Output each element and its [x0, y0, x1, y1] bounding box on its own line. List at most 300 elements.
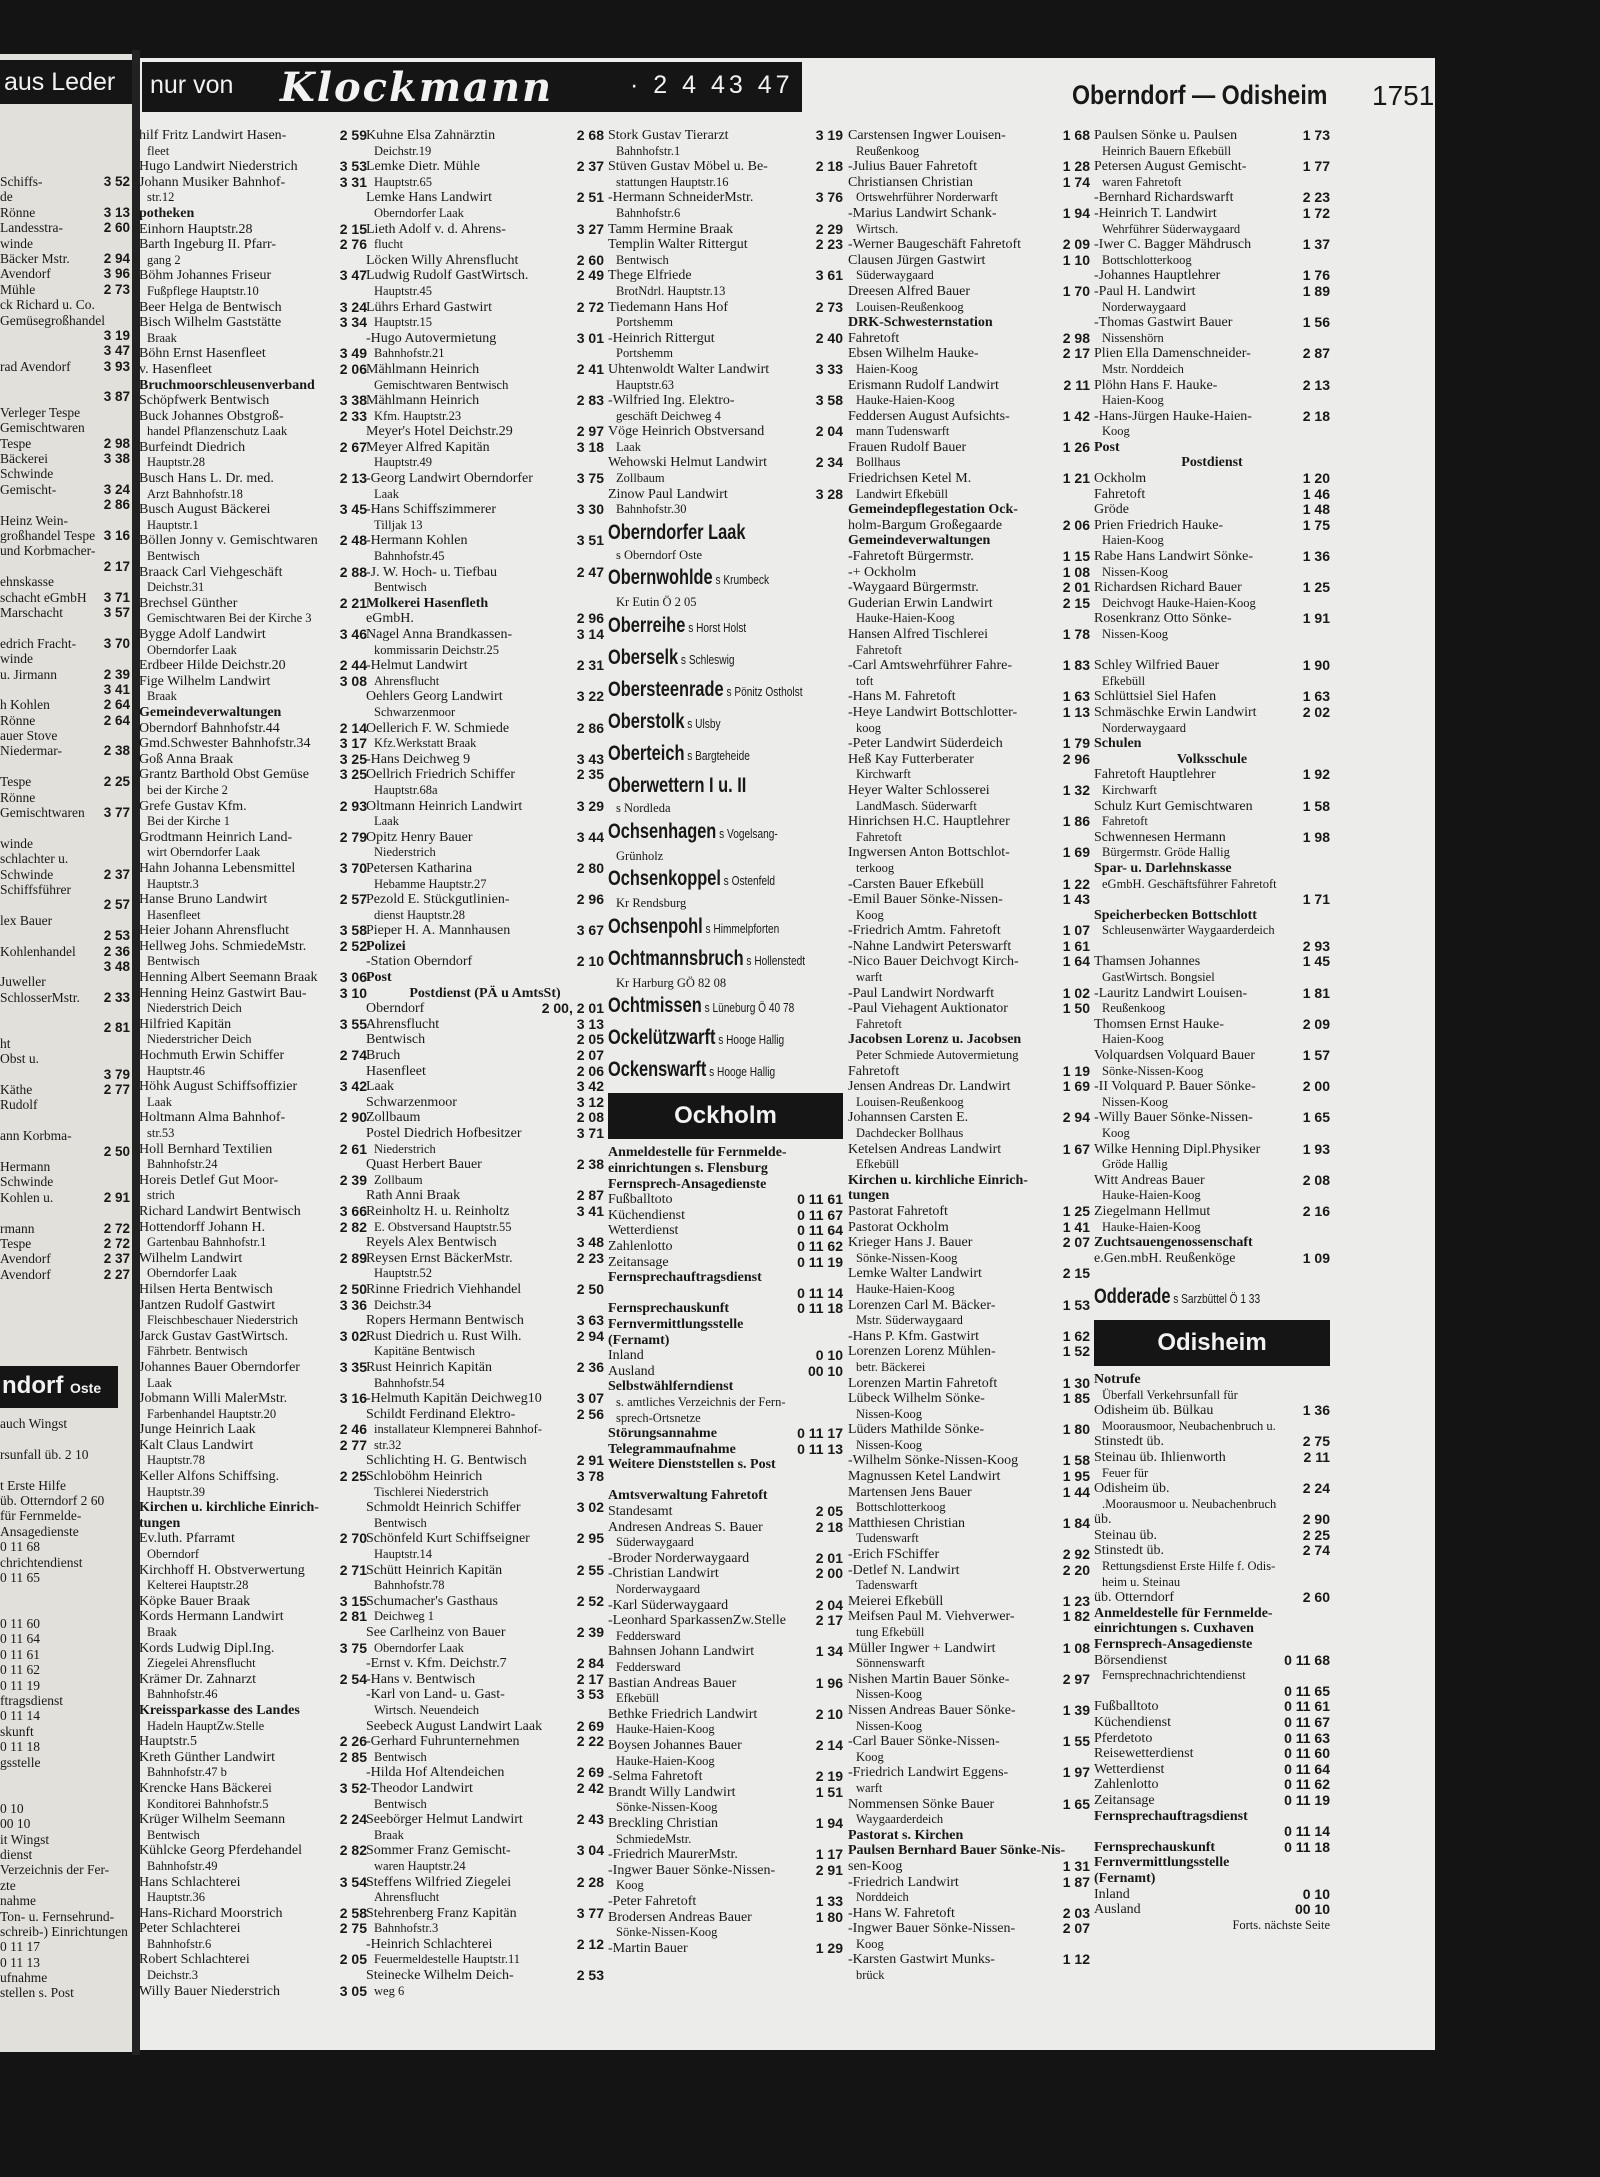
directory-entry [366, 861, 604, 877]
entry-text: Tilljak 13 [374, 517, 423, 532]
phone-number: 1 69 [1062, 1078, 1090, 1095]
entry-text: koog [856, 720, 881, 735]
entry-text: Bahnhofstr.54 [374, 1375, 445, 1390]
directory-entry [1094, 1466, 1330, 1482]
phone-number: 2 71 [339, 1561, 367, 1578]
entry-text: -Georg Landwirt Oberndorfer [366, 471, 533, 487]
directory-entry [366, 222, 604, 238]
directory-entry [848, 1407, 1090, 1423]
directory-entry [366, 1921, 604, 1937]
phone-number: 1 31 [1062, 1857, 1090, 1874]
directory-entry [139, 580, 367, 596]
entry-text: -Selma Fahretoft [608, 1769, 703, 1785]
phone-number: 2 60 [576, 251, 604, 268]
entry-text: Schildt Ferdinand Elektro- [366, 1406, 516, 1422]
directory-entry [1094, 1434, 1330, 1450]
directory-entry [366, 1235, 604, 1251]
entry-text: Krämer Dr. Zahnarzt [139, 1671, 256, 1687]
entry-text: -Friedrich Landwirt Eggens- [848, 1765, 1009, 1781]
entry-text: Hochmuth Erwin Schiffer [139, 1048, 285, 1064]
directory-entry [848, 830, 1090, 846]
directory-entry [1094, 1450, 1330, 1466]
phone-number: 1 91 [1302, 610, 1330, 627]
entry-text: sen-Koog [848, 1858, 903, 1874]
entry-text: Gemeindeverwaltungen [848, 533, 991, 549]
phone-number: 1 98 [1302, 828, 1330, 845]
place-name: Oberwettern I u. II [608, 774, 747, 798]
phone-number: 2 43 [576, 1811, 604, 1828]
entry-text: -Carl Bauer Sönke-Nissen- [848, 1734, 1000, 1750]
left-entry-lower: auch Wingst [0, 1416, 68, 1431]
left-entry-phone: 2 33 [103, 989, 130, 1005]
phone-number: 0 11 17 [797, 1425, 843, 1442]
entry-text: -+ Ockholm [848, 564, 917, 580]
phone-number: 2 34 [815, 454, 843, 471]
entry-text: Bahnhofstr.24 [147, 1157, 218, 1172]
entry-text: einrichtungen s. Cuxhaven [1094, 1621, 1254, 1637]
directory-entry [848, 1126, 1090, 1142]
left-entry-text: Niedermar- [0, 743, 62, 759]
entry-text: Louisen-Reußenkoog [856, 1094, 964, 1109]
left-entry-phone: 3 57 [103, 604, 130, 620]
left-entry-lower [0, 1585, 132, 1600]
left-entry [0, 559, 132, 574]
phone-number: 3 58 [815, 392, 843, 409]
entry-text: Tudenswarft [856, 1531, 919, 1546]
entry-text: Hellweg Johs. SchmiedeMstr. [139, 938, 307, 954]
directory-entry [139, 471, 367, 487]
left-entry-phone: 3 79 [103, 1066, 130, 1082]
directory-entry [139, 1578, 367, 1594]
directory-entry [366, 908, 604, 924]
entry-text: Kords Hermann Landwirt [139, 1609, 284, 1625]
directory-entry [1094, 502, 1330, 518]
left-entry [0, 990, 132, 1005]
left-entry [0, 1144, 132, 1159]
entry-text: Wirtsch. [856, 221, 899, 236]
left-entry [0, 1005, 132, 1020]
directory-entry [848, 705, 1090, 721]
directory-entry [366, 159, 604, 175]
left-entry-phone: 2 27 [103, 1266, 130, 1282]
directory-entry [608, 1707, 843, 1723]
left-entry-text: auer Stove [0, 728, 58, 744]
phone-number: 2 18 [815, 158, 843, 175]
entry-text: Fußpflege Hauptstr.10 [147, 283, 259, 298]
entry-text: LandMasch. Süderwarft [856, 798, 977, 813]
entry-text: E. Obstversand Hauptstr.55 [374, 1219, 512, 1234]
directory-entry [139, 1407, 367, 1423]
left-entry [0, 220, 132, 235]
entry-text: Tadenswarft [856, 1578, 918, 1593]
phone-number: 3 27 [576, 220, 604, 237]
directory-entry [366, 1828, 604, 1844]
phone-number: 3 04 [576, 1842, 604, 1859]
place-note: Grünholz [616, 848, 664, 863]
phone-number: 2 35 [576, 766, 604, 783]
entry-text: -Fahretoft Bürgermstr. [848, 549, 974, 565]
directory-entry [848, 1313, 1090, 1329]
directory-entry [1094, 1902, 1330, 1918]
directory-entry [608, 1270, 843, 1286]
entry-text: -Hans Schiffszimmerer [366, 502, 496, 518]
entry-text: Norderwaygaard [1102, 720, 1186, 735]
directory-entry [848, 658, 1090, 674]
directory-entry [139, 799, 367, 815]
phone-number: 3 19 [815, 127, 843, 143]
place-note: s Oberndorf Oste [616, 547, 703, 562]
entry-text: Quast Herbert Bauer [366, 1157, 482, 1173]
entry-text: Bethke Friedrich Landwirt [608, 1706, 758, 1722]
directory-entry [139, 1438, 367, 1454]
entry-text: Nissenshörn [1102, 330, 1164, 345]
directory-entry [139, 1220, 367, 1236]
entry-text: Thamsen Johannes [1094, 954, 1201, 970]
entry-text: installateur Klempnerei Bahnhof- [374, 1422, 542, 1437]
directory-entry [366, 1656, 604, 1672]
entry-text: Braak [374, 1827, 404, 1842]
directory-entry [366, 362, 604, 378]
phone-number: 1 70 [1062, 282, 1090, 299]
directory-entry [1094, 939, 1330, 955]
phone-number: 1 80 [1062, 1421, 1090, 1438]
directory-entry [1094, 549, 1330, 565]
directory-entry [1094, 378, 1330, 394]
entry-text: Pieper H. A. Mannhausen [366, 923, 511, 939]
entry-text: Portshemm [616, 346, 673, 361]
entry-text: Fernvermittlungsstelle [1094, 1855, 1230, 1871]
entry-text: Fährbetr. Bentwisch [147, 1344, 248, 1359]
entry-text: Bahnhofstr.46 [147, 1687, 218, 1702]
directory-entry [608, 284, 843, 300]
left-entry [0, 836, 132, 851]
entry-text: Bahnhofstr.6 [147, 1936, 212, 1951]
phone-number: 2 22 [576, 1733, 604, 1750]
directory-entry [848, 1531, 1090, 1547]
directory-entry [139, 1001, 367, 1017]
entry-text: -Detlef N. Landwirt [848, 1562, 960, 1578]
phone-number: 2 01 [1062, 579, 1090, 596]
directory-entry [608, 346, 843, 362]
entry-text: Fußballtoto [1094, 1699, 1159, 1715]
phone-number: 3 61 [815, 267, 843, 284]
directory-entry [848, 284, 1090, 300]
entry-text: Deichstr.19 [374, 143, 432, 158]
directory-entry [366, 175, 604, 191]
phone-number: 1 65 [1302, 1109, 1330, 1126]
phone-number: 0 11 19 [1284, 1791, 1330, 1808]
phone-number: 0 11 18 [1284, 1838, 1330, 1855]
left-entry [0, 1113, 132, 1128]
entry-text: Wirtsch. Neuendeich [374, 1702, 480, 1717]
directory-entry [366, 1220, 604, 1236]
entry-text: Bruchmoorschleusenverband [139, 377, 315, 393]
phone-number: 2 04 [815, 1596, 843, 1613]
phone-number: 1 51 [815, 1783, 843, 1800]
entry-text: Johannes Bauer Oberndorfer [139, 1359, 300, 1375]
directory-entry [139, 923, 367, 939]
phone-number: 2 88 [339, 563, 367, 580]
place-name-entry [608, 817, 791, 849]
phone-number: 1 77 [1302, 158, 1330, 175]
place-name: Ochsenkoppel [608, 867, 721, 891]
left-entry-phone: 2 91 [103, 1189, 130, 1205]
entry-text: üb. Otterndorf [1094, 1590, 1175, 1606]
phone-number: 2 05 [815, 1503, 843, 1520]
entry-text: Hasenfleet [147, 907, 201, 922]
directory-entry [848, 1142, 1090, 1158]
directory-entry [366, 1344, 604, 1360]
directory-entry [848, 861, 1090, 877]
directory-entry [1094, 1793, 1330, 1809]
directory-entry [366, 502, 604, 518]
left-entry-text: Bäckerei [0, 451, 48, 467]
entry-text: Hauptstr.49 [374, 455, 432, 470]
left-entry [0, 420, 132, 435]
phone-number: 2 00 [1302, 1078, 1330, 1095]
directory-entry [608, 1208, 843, 1224]
directory-entry [366, 1890, 604, 1906]
entry-text: Fernsprechauskunft [608, 1301, 730, 1317]
left-entry-text: Tespe [0, 774, 32, 790]
entry-text: Börsendienst [1094, 1652, 1168, 1668]
phone-number: 2 18 [1302, 407, 1330, 424]
directory-entry [1094, 1220, 1330, 1236]
left-entry [0, 1190, 132, 1205]
directory-entry [139, 1360, 367, 1376]
entry-text: Oberndorfer Laak [374, 205, 464, 220]
entry-text: -Bernhard Richardswarft [1094, 190, 1234, 206]
entry-text: Schlichting H. G. Bentwisch [366, 1453, 527, 1469]
phone-number: 2 29 [815, 220, 843, 237]
directory-entry [366, 1142, 604, 1158]
entry-text: -Heinrich T. Landwirt [1094, 205, 1217, 221]
entry-text: Seebörger Helmut Landwirt [366, 1812, 523, 1828]
entry-text: Nissen-Koog [856, 1406, 922, 1421]
directory-entry [139, 1422, 367, 1438]
place-reference: s Sarzbüttel Ö 1 33 [1170, 1290, 1261, 1306]
directory-entry [139, 1173, 367, 1189]
entry-text: Frauen Rudolf Bauer [848, 439, 967, 455]
phone-number: 2 09 [1062, 236, 1090, 253]
phone-number: 1 94 [815, 1814, 843, 1831]
entry-text: Ziegelei Ahrensflucht [147, 1656, 256, 1671]
directory-entry [366, 1812, 604, 1828]
directory-entry [1094, 1606, 1330, 1622]
phone-number: 2 18 [815, 1518, 843, 1535]
directory-entry [848, 1516, 1090, 1532]
directory-entry [139, 393, 367, 409]
directory-entry [366, 1079, 604, 1095]
entry-text: Reußenkoog [856, 143, 920, 158]
phone-number: 1 93 [1302, 1140, 1330, 1157]
directory-entry [608, 331, 843, 347]
entry-text: Schumacher's Gasthaus [366, 1593, 498, 1609]
phone-number: 3 02 [339, 1327, 367, 1344]
entry-text: Volksschule [1176, 751, 1248, 767]
directory-entry [1094, 1188, 1330, 1204]
phone-number: 2 25 [1302, 1526, 1330, 1543]
directory-entry [848, 424, 1090, 440]
left-entry [0, 1159, 132, 1174]
phone-number: 2 50 [576, 1280, 604, 1297]
entry-text: Steinau üb. Ihlienworth [1094, 1449, 1226, 1465]
entry-text: (Fernamt) [1094, 1870, 1156, 1886]
directory-entry [1094, 1110, 1330, 1126]
directory-entry [139, 1859, 367, 1875]
column-5 [1094, 128, 1330, 1933]
left-banner: aus Leder [0, 60, 132, 104]
directory-entry [366, 611, 604, 627]
phone-number: 1 30 [1062, 1374, 1090, 1391]
directory-entry [848, 1157, 1090, 1173]
directory-entry [1094, 814, 1330, 830]
directory-entry [366, 1485, 604, 1501]
left-entry [0, 790, 132, 805]
directory-entry [1094, 284, 1330, 300]
directory-entry [366, 409, 604, 425]
directory-entry [848, 1032, 1090, 1048]
left-entry-phone: 3 96 [103, 266, 130, 282]
entry-text: Hahn Johanna Lebensmittel [139, 860, 296, 876]
directory-entry [608, 144, 843, 160]
directory-entry [139, 627, 367, 643]
phone-number: 1 84 [1062, 1514, 1090, 1531]
left-entry-text: Landesstra- [0, 220, 63, 236]
directory-entry [139, 518, 367, 534]
phone-number: 2 90 [339, 1109, 367, 1126]
entry-text: Stork Gustav Tierarzt [608, 128, 729, 143]
entry-text: Pastorat s. Kirchen [848, 1827, 964, 1843]
entry-text: Nissen-Koog [1102, 564, 1168, 579]
entry-text: Laak [374, 486, 399, 501]
entry-text: Farbenhandel Hauptstr.20 [147, 1406, 277, 1421]
entry-text: Beer Helga de Bentwisch [139, 299, 282, 315]
entry-text: einrichtungen s. Flensburg [608, 1161, 768, 1176]
entry-text: Heß Kay Futterberater [848, 751, 974, 767]
entry-text: Hauke-Haien-Koog [856, 393, 955, 408]
directory-entry [139, 1157, 367, 1173]
left-entry-lower: 0 11 68 [0, 1539, 40, 1555]
directory-entry [848, 1360, 1090, 1376]
entry-text: gang 2 [147, 252, 181, 267]
left-entry [0, 205, 132, 220]
entry-text: Köpke Bauer Braak [139, 1593, 251, 1609]
entry-text: Richard Landwirt Bentwisch [139, 1203, 301, 1219]
directory-entry [139, 206, 367, 222]
directory-entry [139, 1812, 367, 1828]
entry-text: Schmoldt Heinrich Schiffer [366, 1500, 521, 1516]
directory-entry [608, 1598, 843, 1614]
entry-text: -Martin Bauer [608, 1940, 688, 1956]
phone-number: 2 84 [576, 1655, 604, 1672]
directory-entry [139, 1376, 367, 1392]
entry-text: -Wilfried Ing. Elektro- [608, 393, 735, 409]
directory-entry [139, 237, 367, 253]
phone-number: 2 92 [1062, 1546, 1090, 1563]
entry-text: -Thomas Gastwirt Bauer [1094, 315, 1233, 331]
directory-entry [608, 1192, 843, 1208]
directory-entry [848, 237, 1090, 253]
directory-entry [139, 1329, 367, 1345]
phone-number: 2 13 [1302, 376, 1330, 393]
entry-text: Dachdecker Bollhaus [856, 1126, 964, 1140]
directory-entry [366, 1609, 604, 1625]
directory-entry [366, 939, 604, 955]
left-entry [0, 328, 132, 343]
phone-number: 2 08 [576, 1109, 604, 1126]
entry-text: Reisewetterdienst [1094, 1746, 1194, 1762]
phone-number: 3 10 [339, 984, 367, 1001]
phone-number: 2 97 [576, 423, 604, 440]
entry-text: Fernvermittlungsstelle [608, 1316, 744, 1332]
directory-entry [608, 159, 843, 175]
phone-number: 3 78 [576, 1468, 604, 1485]
directory-entry [848, 799, 1090, 815]
directory-entry [139, 1875, 367, 1891]
directory-entry [608, 268, 843, 284]
directory-entry [1094, 627, 1330, 643]
directory-entry [1094, 159, 1330, 175]
phone-number: 2 06 [1062, 516, 1090, 533]
directory-entry [848, 1001, 1090, 1017]
left-entry-lower: stellen s. Post [0, 1985, 74, 2001]
directory-entry [139, 830, 367, 846]
directory-entry [1094, 1419, 1330, 1435]
phone-number: 2 49 [576, 267, 604, 284]
left-entry-phone: 2 73 [103, 281, 130, 297]
entry-text: Fahretoft [1094, 486, 1146, 502]
entry-text: Bahnhofstr.1 [616, 143, 681, 158]
left-entry-lower [0, 1770, 132, 1785]
directory-entry [366, 752, 604, 768]
phone-number: 3 49 [339, 345, 367, 362]
phone-number: 2 11 [1303, 1448, 1330, 1465]
entry-text: Bentwisch [374, 580, 427, 595]
directory-entry [1094, 346, 1330, 362]
entry-text: Willy Bauer Niederstrich [139, 1983, 280, 1999]
left-entry-text: Schwinde [0, 866, 54, 882]
entry-text: Krencke Hans Bäckerei [139, 1780, 272, 1796]
directory-entry [1094, 1032, 1330, 1048]
directory-entry [139, 487, 367, 503]
entry-text: Holtmann Alma Bahnhof- [139, 1110, 286, 1126]
entry-text: Heyer Walter Schlosserei [848, 782, 990, 798]
directory-entry [139, 502, 367, 518]
directory-entry [366, 1875, 604, 1891]
directory-entry [139, 440, 367, 456]
entry-text: Oberndorf Bahnhofstr.44 [139, 720, 280, 736]
directory-entry [366, 721, 604, 737]
entry-text: -Paul H. Landwirt [1094, 283, 1196, 299]
phone-number: 2 17 [1062, 345, 1090, 362]
phone-number: 2 24 [1302, 1480, 1330, 1497]
directory-entry [139, 970, 367, 986]
phone-number: 00 10 [807, 1362, 843, 1379]
directory-entry [139, 1563, 367, 1579]
directory-entry [366, 300, 604, 316]
phone-number: 2 39 [576, 1624, 604, 1640]
entry-text: Bürgermstr. Gröde Hallig [1102, 845, 1230, 860]
entry-text: Lemke Hans Landwirt [366, 190, 492, 206]
left-entry [0, 636, 132, 651]
entry-text: Buck Johannes Obstgroß- [139, 408, 284, 424]
left-entry-lower: zte [0, 1877, 16, 1893]
entry-text: Küchendienst [608, 1207, 685, 1223]
phone-number: 2 96 [1062, 750, 1090, 767]
entry-text: Bygge Adolf Landwirt [139, 627, 266, 642]
entry-text: Wetterdienst [608, 1223, 679, 1239]
